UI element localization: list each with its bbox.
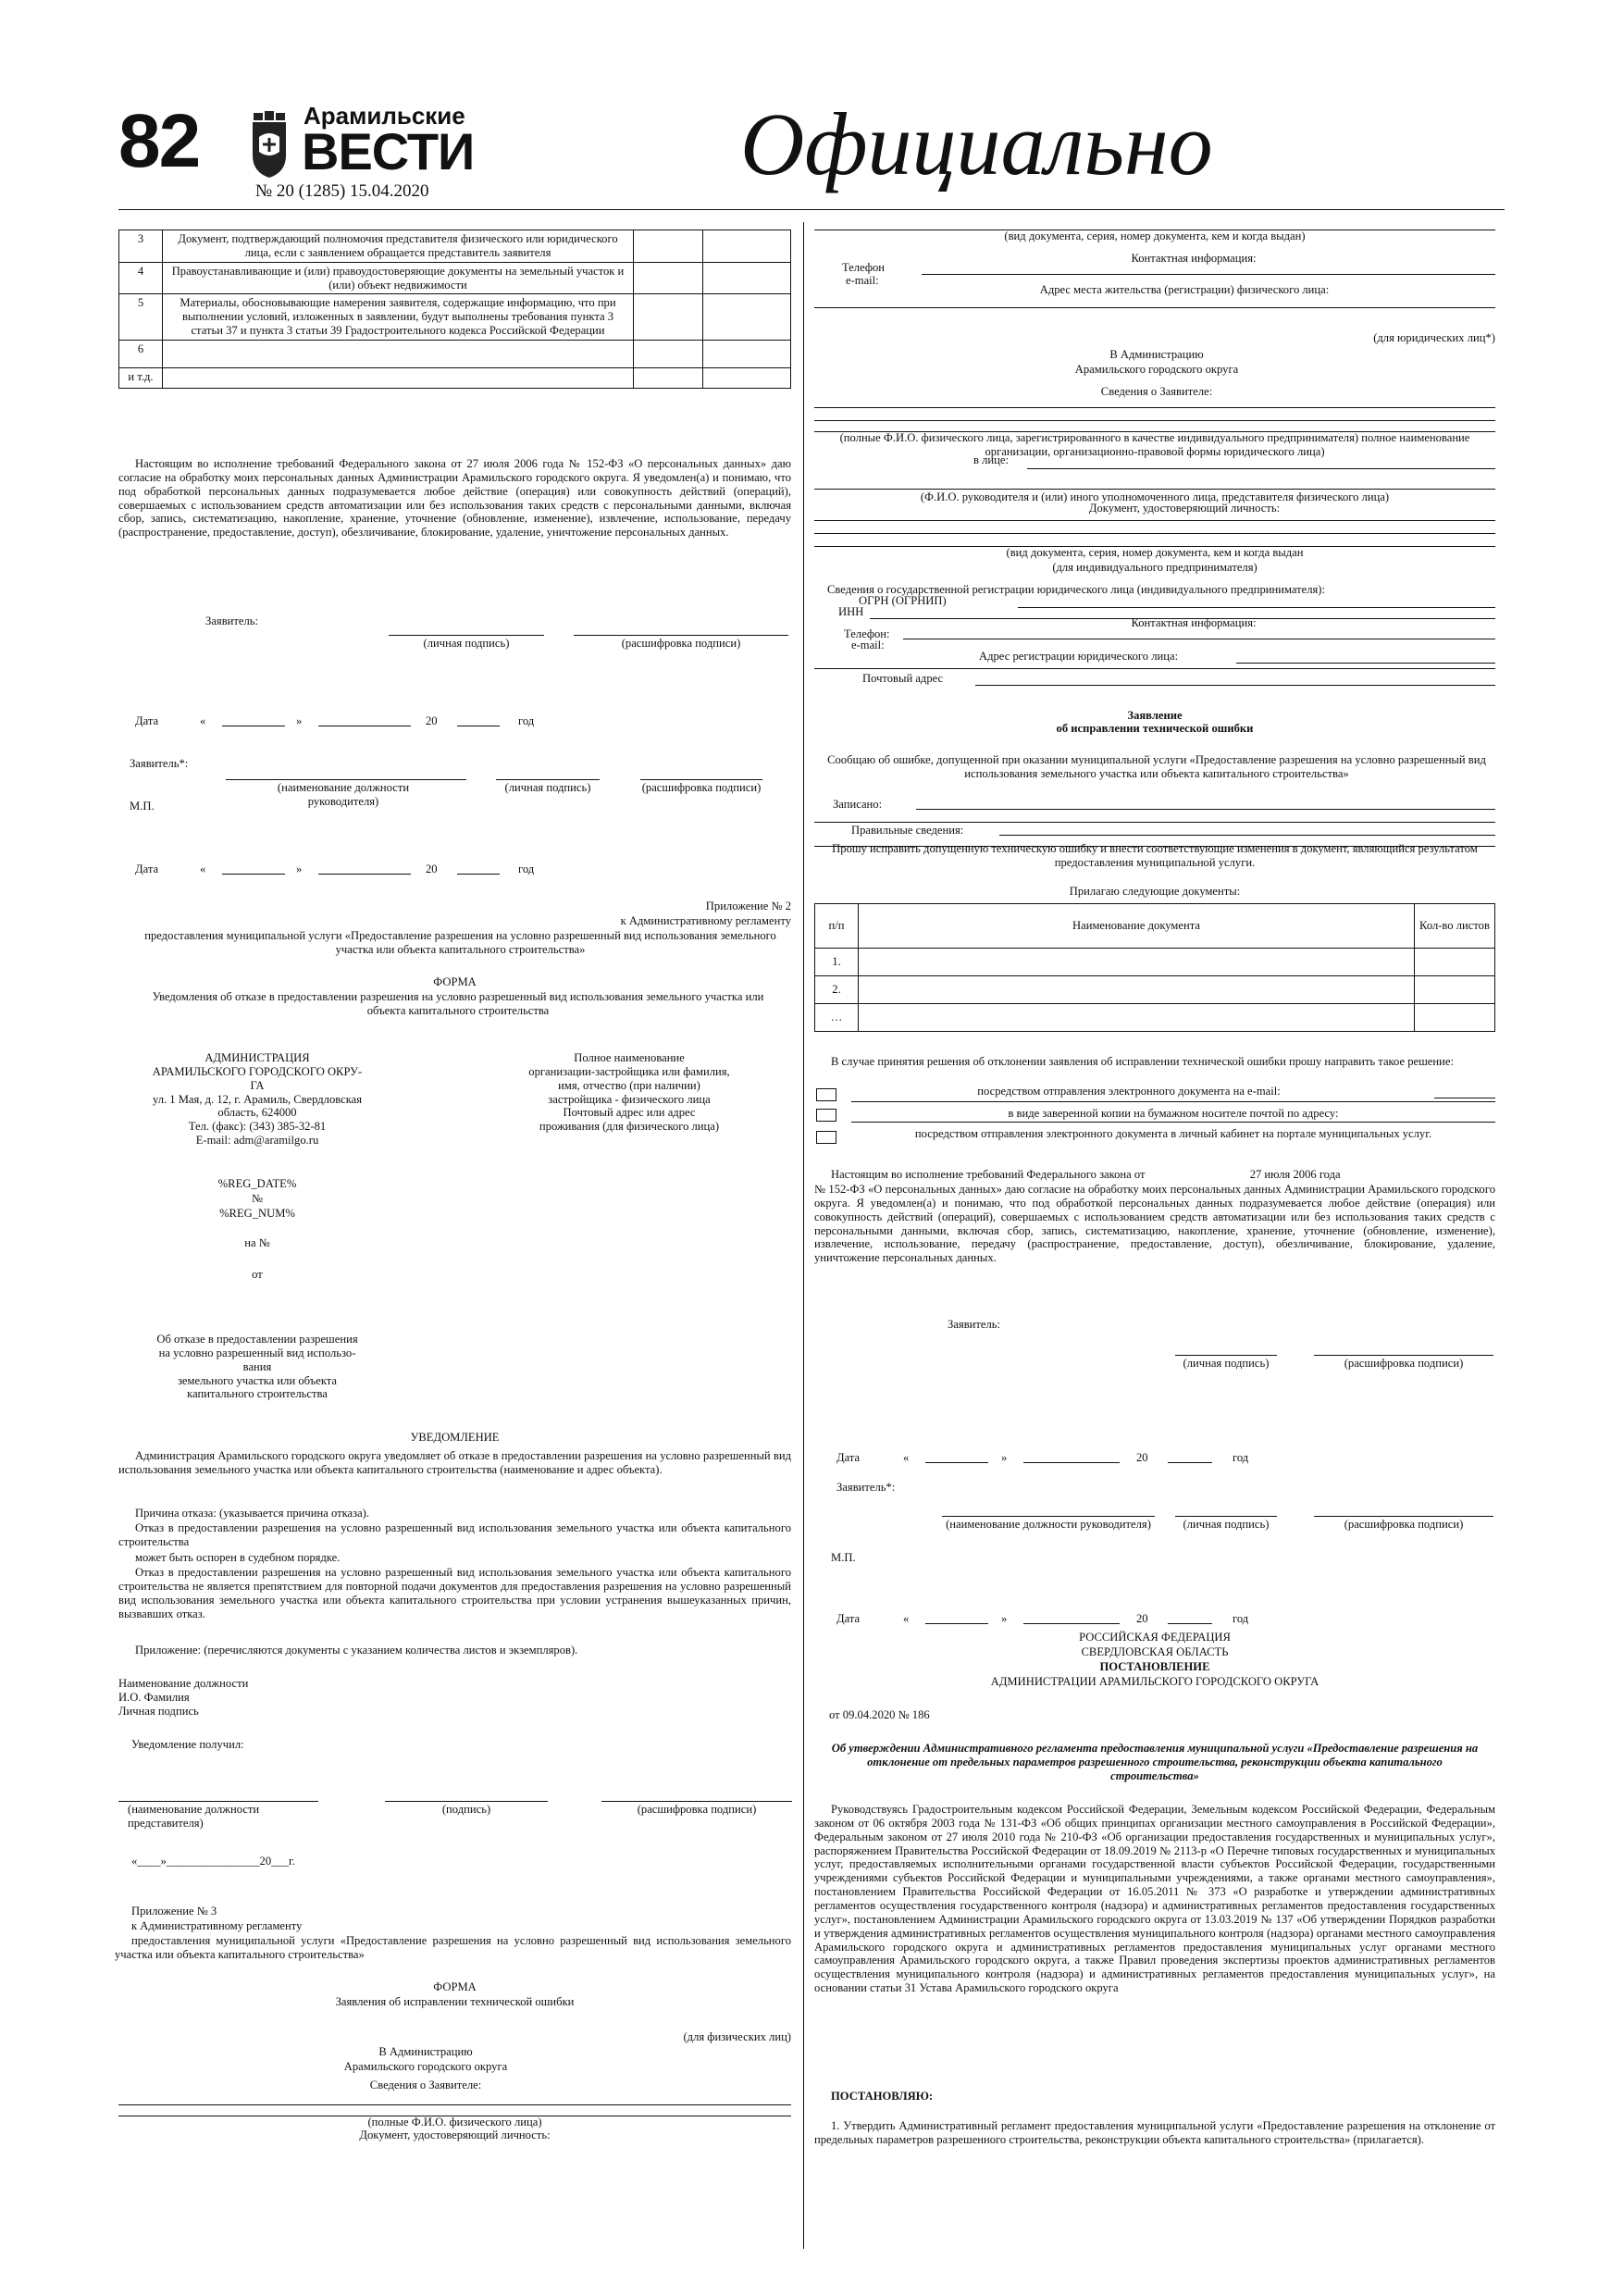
date-label: Дата bbox=[135, 863, 159, 875]
notice-title: УВЕДОМЛЕНИЕ bbox=[410, 1431, 500, 1444]
applicant-label: Заявитель: bbox=[205, 614, 258, 627]
mail-option-checkbox[interactable] bbox=[816, 1109, 836, 1122]
applicant-star-label: Заявитель*: bbox=[130, 757, 189, 770]
table-row: и т.д. bbox=[119, 368, 791, 389]
page-number: 82 bbox=[118, 99, 200, 183]
section-title: Официально bbox=[740, 94, 1213, 193]
statement-paragraph: Сообщаю об ошибке, допущенной при оказании муниципальной услуги «Предоставление разрешения на условно разрешенный вид использования земельного участка или объекта капитального строительства» bbox=[827, 753, 1486, 780]
resolution-body: Руководствуясь Градостроительным кодексом Российской Федерации, Земельным кодексом Российской Федерации, Федеральным законом от 06 октября 2003 года № 131-ФЗ «Об общих принципах организации местного самоуправления в Российской Федерации», Федеральным законом от 27 июля 2010 года № 210-ФЗ «Об организации предоставления государственных и муниципальных услуг», распоряжением Правительства Российской Федерации от 18.09.2019 № 2113-р «О Перечне типовых государственных и муниципальных услуг, предоставляемых исполнительными органами государственной власти субъектов Российской Федерации, государственными учреждениями субъектов Российской Федерации и муниципальными учреждениями, а также органами местного самоуправления», постановлением Правительства Российской Федерации от 16.05.2011 № 373 «О разработке и утверждении административных регламентов осуществления государственного контроля (надзора) и административных регламентов предоставления государственных услуг», постановлением Администрации Арамильского городского округа от 13.03.2019 № 137 «Об утверждении Порядков разработки и утверждения административных регламентов осуществления муниципального контроля (надзора) органами местного самоуправления Арамильского городского округа и административных регламентов предоставления муниципальных услуг органами местного самоуправления Арамильского городского округа, а также Правил проведения экспертизы проектов административных регламентов осуществления муниципального контроля (надзора) и административных регламентов предоставления муниципальных услуг», на основании статьи 31 Устава Арамильского городского округа bbox=[814, 1803, 1495, 1995]
signature-block: Наименование должности И.О. Фамилия Личная подпись bbox=[118, 1677, 249, 1718]
appendix2-title: Приложение № 2 bbox=[705, 900, 791, 912]
decree-heading: ПОСТАНОВЛЯЮ: bbox=[831, 2090, 934, 2103]
signature-caption: (личная подпись) bbox=[504, 781, 591, 794]
decree-paragraph: 1. Утвердить Административный регламент предоставления муниципальной услуги «Предоставление разрешения на отклонение от предельных параметров разрешенного строительства, реконструкции объекта капитального строительства» (прилагается). bbox=[814, 2119, 1495, 2146]
resolution-heading: ПОСТАНОВЛЕНИЕ bbox=[1099, 1660, 1210, 1673]
statement-title: Заявление bbox=[1127, 709, 1183, 722]
table-row: 1. bbox=[815, 949, 1495, 976]
seal-label: М.П. bbox=[130, 800, 155, 813]
administration-heading: АДМИНИСТРАЦИИ АРАМИЛЬСКОГО ГОРОДСКОГО ОКРУГА bbox=[990, 1675, 1319, 1688]
form-subtitle: Уведомления об отказе в предоставлении разрешения на условно разрешенный вид использования земельного участка или объекта капитального строительства bbox=[152, 990, 764, 1017]
issue-number-date: № 20 (1285) 15.04.2020 bbox=[255, 181, 429, 201]
documents-table bbox=[118, 230, 791, 389]
table-header-row: п/п Наименование документа Кол-во листов bbox=[815, 904, 1495, 949]
date-label: Дата bbox=[836, 1451, 861, 1464]
portal-option-checkbox[interactable] bbox=[816, 1131, 836, 1144]
table-row: 3 Документ, подтверждающий полномочия представителя физического или юридического лица, если с заявлением обращается представитель заявителя bbox=[119, 230, 791, 263]
form-title: ФОРМА bbox=[433, 975, 477, 988]
decoding-caption: (расшифровка подписи) bbox=[641, 781, 762, 794]
attachments-table bbox=[814, 903, 1495, 1032]
reg-date: %REG_DATE% bbox=[217, 1177, 297, 1190]
refusal-subject: Об отказе в предоставлении разрешения на условно разрешенный вид использо- вания земельного участка или объекта капитального строительства bbox=[156, 1333, 358, 1401]
table-row: 6 bbox=[119, 341, 791, 368]
appendix3-title: Приложение № 3 bbox=[131, 1905, 217, 1917]
form2-title: ФОРМА bbox=[433, 1980, 477, 1993]
logo-newspaper-name: ВЕСТИ bbox=[302, 122, 475, 180]
region-heading: СВЕРДЛОВСКАЯ ОБЛАСТЬ bbox=[1081, 1645, 1229, 1658]
table-row: 5 Материалы, обосновывающие намерения заявителя, содержащие информацию, что при выполнении условий, изложенных в заявлении, будут выполнены требования пункта 3 статьи 37 и пункта 3 статьи 39 Градостроительного кодекса Российской Федерации bbox=[119, 294, 791, 341]
logo-town-name: Арамильские bbox=[304, 102, 465, 130]
table-row: 2. bbox=[815, 976, 1495, 1004]
header-rule bbox=[118, 209, 1505, 210]
consent-paragraph: Настоящим во исполнение требований Федерального закона от 27 июля 2006 года № 152-ФЗ «О персональных данных» даю согласие на обработку моих персональных данных Администрации Арамильского городского округа. Я уведомлен(а) и понимаю, что под обработкой персональных данных подразумевается любое действие (операция) или совокупность действий (операций), совершаемых с использованием средств автоматизации или без использования таких средств с персональными данными, включая сбор, запись, систематизацию, накопление, хранение, уточнение (обновление, изменение), извлечение, использование, передачу (распространение, предоставление, доступ), обезличивание, блокирование, удаление, уничтожение персональных данных. bbox=[118, 457, 791, 540]
country-heading: РОССИЙСКАЯ ФЕДЕРАЦИЯ bbox=[1079, 1631, 1231, 1644]
date-label: Дата bbox=[836, 1612, 861, 1625]
attachment-note: Приложение: (перечисляются документы с указанием количества листов и экземпляров). bbox=[135, 1644, 578, 1657]
email-option-checkbox[interactable] bbox=[816, 1088, 836, 1101]
notice-paragraph: Администрация Арамильского городского округа уведомляет об отказе в предоставлении разрешения на условно разрешенный вид использования земельного участка или объекта капитального строительства (наименование и адрес объекта). bbox=[118, 1449, 791, 1476]
rejection-paragraph: В случае принятия решения об отклонении заявления об исправлении технической ошибки прошу направить такое решение: bbox=[831, 1055, 1454, 1068]
table-row: 4 Правоустанавливающие и (или) правоудостоверяющие документы на земельный участок и (или) объект недвижимости bbox=[119, 262, 791, 294]
position-caption: (наименование должности руководителя) bbox=[277, 781, 410, 808]
resolution-date: от 09.04.2020 № 186 bbox=[829, 1708, 930, 1721]
reg-num: %REG_NUM% bbox=[219, 1207, 295, 1220]
table-row: … bbox=[815, 1004, 1495, 1032]
coat-of-arms-icon bbox=[250, 109, 289, 180]
consent-paragraph-right: Настоящим во исполнение требований Федерального закона от 27 июля 2006 года bbox=[831, 1168, 1341, 1181]
signature-caption: (личная подпись) bbox=[423, 637, 510, 650]
admin-address-block: АДМИНИСТРАЦИЯ АРАМИЛЬСКОГО ГОРОДСКОГО ОКРУ- ГА ул. 1 Мая, д. 12, г. Арамиль, Свердловская область, 624000 Тел. (факс): (343) 385-32-81 E-mail: adm@aramilgo.ru bbox=[152, 1051, 363, 1148]
column-divider bbox=[803, 222, 804, 2249]
decoding-caption: (расшифровка подписи) bbox=[621, 637, 741, 650]
recipient-block: Полное наименование организации-застройщика или фамилия, имя, отчество (при наличии) застройщика - физического лица Почтовый адрес или адрес проживания (для физического лица) bbox=[528, 1051, 730, 1134]
date-label: Дата bbox=[135, 714, 159, 727]
request-paragraph: Прошу исправить допущенную техническую ошибку и внести соответствующие изменения в документ, являющийся результатом предоставления муниципальной услуги. bbox=[832, 842, 1478, 869]
resolution-title: Об утверждении Административного регламента предоставления муниципальной услуги «Предоставление разрешения на отклонение от предельных параметров разрешенного строительства, реконструкции объекта капитального строительства» bbox=[831, 1742, 1479, 1782]
